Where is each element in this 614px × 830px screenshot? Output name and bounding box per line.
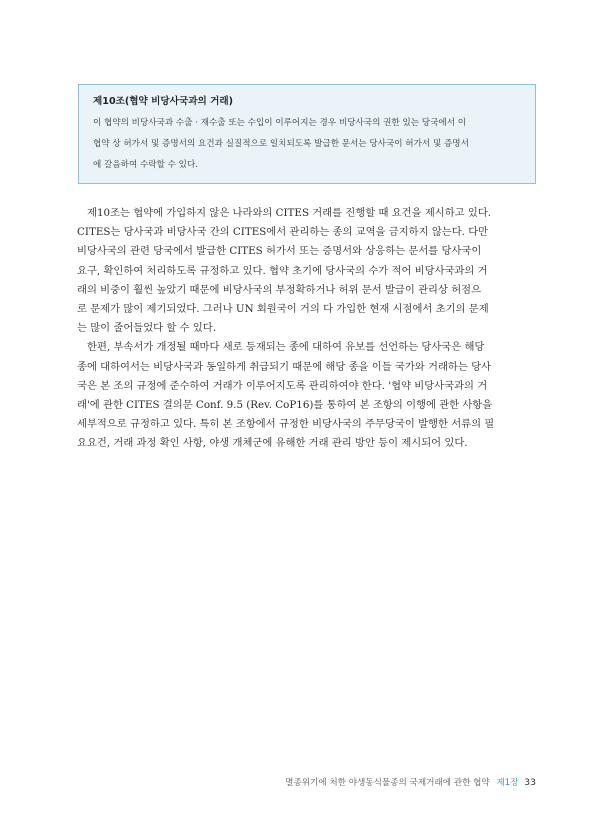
- page-number: 33: [524, 777, 536, 788]
- footer-chapter: 제1장: [496, 778, 519, 788]
- paragraph-line: 요요건, 거래 과정 확인 사항, 야생 개체군에 유해한 거래 관리 방안 등이 제시되어 있다.: [77, 437, 468, 450]
- article-text-line: 이 협약의 비당사국과 수출 · 재수출 또는 수입이 이루어지는 경우 비당사국의 권한 있는 당국에서 이: [93, 118, 467, 128]
- paragraph-2: [77, 338, 541, 453]
- article-title: 제10조(협약 비당사국과의 거래): [93, 96, 234, 107]
- paragraph-line: 세부적으로 규정하고 있다. 특히 본 조항에서 규정한 비당사국의 주무당국이 발행한 서류의 필: [77, 418, 495, 431]
- paragraph-line: 국은 본 조의 규정에 준수하여 거래가 이루어지도록 관리하여야 한다. '협약 비당사국과의 거: [77, 379, 488, 392]
- paragraph-line: 요구, 확인하여 처리하도록 규정하고 있다. 협약 초기에 당사국의 수가 적어 비당사국과의 거: [77, 264, 488, 277]
- paragraph-line: 한편, 부속서가 개정될 때마다 새로 등재되는 종에 대하여 유보를 선언하는 당사국은 해당: [87, 341, 485, 354]
- article-box: [78, 84, 536, 184]
- paragraph-line: CITES는 당사국과 비당사국 간의 CITES에서 관리하는 종의 교역을 금지하지 않는다. 다만: [77, 226, 489, 239]
- footer-book-title: 멸종위기에 처한 야생동식물종의 국제거래에 관한 협약: [285, 778, 490, 788]
- paragraph-line: 래의 비중이 훨씬 높았기 때문에 비당사국의 부정확하거나 허위 문서 발급이 관리상 허점으: [77, 283, 482, 296]
- paragraph-line: 제10조는 협약에 가입하지 않은 나라와의 CITES 거래를 진행할 때 요건을 제시하고 있다.: [87, 207, 492, 219]
- paragraph-line: 종에 대하여서는 비당사국과 동일하게 취급되기 때문에 해당 종을 이들 국가와 거래하는 당사: [77, 360, 491, 373]
- paragraph-line: 는 많이 줄어들었다 할 수 있다.: [77, 322, 216, 335]
- paragraph-1: [77, 204, 541, 338]
- paragraph-line: 비당사국의 관련 당국에서 발급한 CITES 허가서 또는 증명서와 상응하는 문서를 당사국이: [77, 245, 482, 258]
- article-text-line: 에 갈음하여 수락할 수 있다.: [93, 160, 198, 170]
- article-text-line: 협약 상 허가서 및 증명서의 요건과 실질적으로 일치되도록 발급한 문서는 당사국이 허가서 및 증명서: [93, 139, 469, 149]
- body-text: [77, 204, 541, 454]
- page-footer: [285, 776, 536, 788]
- paragraph-line: 래'에 관한 CITES 결의문 Conf. 9.5 (Rev. CoP16)를 통하여 본 조항의 이행에 관한 사항을: [77, 399, 493, 412]
- paragraph-line: 로 문제가 많이 제기되었다. 그러나 UN 회원국이 거의 다 가입한 현재 시점에서 초기의 문제: [77, 303, 489, 316]
